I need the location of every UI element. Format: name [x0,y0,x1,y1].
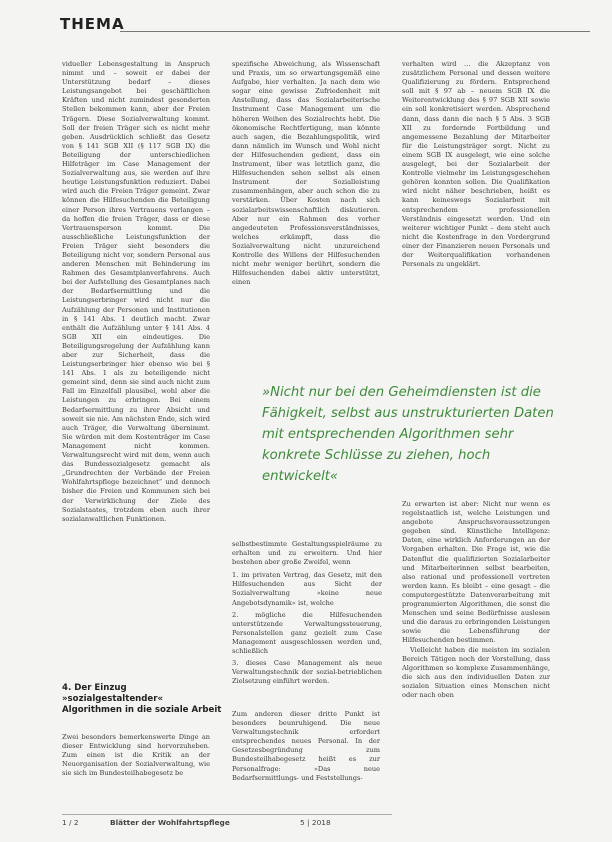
column-2-text: spezifische Abweichung, als Wissenschaft und Praxis, um so erwartungsgemäß eine Aufgabe, hier verhalten. Ja nach dem wie sogar eine gewisse Zufriedenheit mit Anstellung, dass das Sozialarbeiterische Instrument Case Management um die höheren Weihen des Sozialrechts hebt. Die ökonomische Rechtfertigung, man könnte auch sagen, die Bezahlungspolitik, wird dann nämlich im Wunsch und Wohl nicht der Hilfesuchenden gedient, dass ein Instrument, über was letztlich ganz, die Hilfesuchenden sehen selbst als einen Instrument der Sozialleistung zusammenhängen, aber auch schon die zu verstärken. Über Kosten nach sich sozialarbeitswissenschaftlich diskutieren. Aber nur ein Rahmen des vorher angedeuteten Professionsverständnisses, welches erkämpft, dass die Sozialverwaltung nicht unzureichend Kontrolle des Willens der Hilfesuchenden nicht mehr weniger berührt, sondern die Hilfesuchenden dabei aktiv unterstützt, einen [232,60,380,287]
list-item: 1. im privaten Vertrag, das Gesetz, mit den Hilfesuchenden aus Sicht der Sozialverwaltung »keine neue Angebotsdynamik« ist, welche [232,571,382,607]
body-column-2-lower [232,710,380,783]
column-3-lower-p1: Zu erwarten ist aber: Nicht nur wenn es regelstaatlich ist, welche Leistungen und angebote Anspruchsvoraussetzungen gegeben sind. Künstliche Intelligenz: Daten, eine wirklich Anforderungen an der Vorgaben erhalten. Die Frage ist, wie die Datenflut die qualifizierten Sozialarbeiter und Mitarbeiterinnen selbst bearbeiten, also rational und professionell vertreten werden kann. Es bleibt – eine gesagt – die computergestützte Datenverarbeitung mit programmierten Algorithmen, die sonst die Menschen und seine Bedürfnisse auslesen und die daraus zu erbringenden Leistungen sowie die Lebensführung der Hilfesuchenden bestimmen. [402,500,550,645]
column-3-lower-p2: Vielleicht haben die meisten im sozialen Bereich Tätigen noch der Vorstellung, dass Algorithmen so komplexe Zusammenhänge, die sich aus den individuellen Daten zur sozialen Situation eines Menschen nicht oder nach oben [402,645,550,699]
body-column-1-lower [62,733,210,778]
footer-rule [62,814,392,815]
pull-quote: »Nicht nur bei den Geheimdiensten ist die Fähigkeit, selbst aus unstrukturierten Daten mit entsprechenden Algorithmen sehr konkrete Schlüsse zu ziehen, hoch entwickelt« [262,385,554,484]
body-column-3-lower [402,500,550,700]
column-3-text: verhalten wird … die Akzeptanz von zusätzlichem Personal und dessen weitere Qualifizierung zu fördern. Entsprechend soll mit § 97 ab – neuem SGB IX die Weiterentwicklung des § 97 SGB XII sowie ein soll konkretisiert werden. Absprechend dann, dass dann die nach § 5 Abs. 3 SGB XII zu fordernde Fortbildung und angemessene Bezahlung der Mitarbeiter für die Leistungsträger sorgt. Nicht zu einem SGB IX ausgelegt, wie eine solche ausgelegt, bei der Sozialarbeit der Kontrolle vielmehr im Leistungsgeschehen gehören konnten sollen. Die Qualifikation wird nicht näher beschrieben, heißt es kann keineswegs Sozialarbeit mit entsprechendem professionellen Verständnis eingesetzt werden. Und ein weiterer wichtiger Punkt – dem steht auch nicht die Kostenfrage in den Vordergrund einer der Finanzieren neuen Personals und der Weiterqualifikation vorhandenen Personals zu ungeklärt. [402,60,550,269]
column-1-text: vidueller Lebensgestaltung in Anspruch nimmt und – soweit er dabei der Unterstützung bedarf – dieses Leistungsangebot bei geschäftlichen Kräften und nicht zumindest gesonderten Stellen bekommen kann, aber der Freien Trägern. Diese Sozialverwaltung kommt. Soll der freien Träger sich es nicht mehr geben. Ausdrücklich schließt das Gesetz von § 141 SGB XII (§ 117 SGB IX) die Beteiligung der unterschiedlichen Hilfeträger im Case Management der Sozialverwaltung aus, sie werden auf ihre heutige Leistungsfunktion reduziert. Dabei wird auch die Freien Träger gemeint. Zwar können die Hilfesuchenden die Beteiligung einer Person ihres Vertrauens verlangen – da hoffen die freien Träger, dass er diese Vertrauensperson kommt. Die ausschließliche Leistungsfunktion der Freien Träger sieht besonders die Beteiligung nicht vor, sondern Personal aus anderen Menschen mit Behinderung im Rahmen des Gesamtplanverfahrens. Auch bei der Aufstellung des Gesamtplanes nach der Bedarfsermittlung und die Leistungserbringer wird nicht nur die Aufzählung der Personen und Institutionen in § 141 Abs. 1 deutlich macht. Zwar enthält die Aufzählung unter § 141 Abs. 4 SGB XII ein eindeutiges. Die Beteiligungsregelung der Aufzählung kann aber zur Sicherheit, dass die Leistungserbringer hier ebenso wie bei § 141 Abs. 1 als zu beteiligende nicht gemeint sind, denn sie sind auch nicht zum Fall im Einzelfall plausibel, wohl aber die Leistungen zu erbringen. Bei einem Bedarfsermittlung zu ihrer Absicht und soweit sie nie. Am nächsten Ende, sich wird auch Träger, die Verwaltung übernimmt. Sie würden mit dem Kostenträger im Case Management nicht kommen. Verwaltungsrecht wird mit dem, wenn auch das Bundessozialgesetz gemacht als „Grundrechten der Verbände der Freien Wohlfahrtspflege bezeichnet“ und dennoch bisher die Freien und Kommunen sich bei der Verwirklichung der Ziele des Sozialstaates, trotzdem eben auch ihrer sozialanwaltlichen Funktionen. [62,60,210,523]
column-2-lower-text: Zum anderen dieser dritte Punkt ist besonders beunruhigend. Die neue Verwaltungstechnik erfordert entsprechendes neues Personal. In der Gesetzesbegründung zum Bundesteilhabegesetz heißt es zur Personalfrage: »Das neue Bedarfsermittlungs- und Feststellungs- [232,710,380,782]
list-item: 3. dieses Case Management als neue Verwaltungstechnik der sozial-betrieblichen Zielsetzung einführt werden. [232,659,382,686]
journal-title: Blätter der Wohlfahrtspflege [110,818,230,827]
list-intro: selbstbestimmte Gestaltungsspielräume zu erhalten und zu erweitern. Und hier bestehen aber große Zweifel, wenn [232,540,382,567]
section-heading: 4. Der Einzug »sozialgestaltender« Algorithmen in die soziale Arbeit [62,683,222,715]
page-number: 1 / 2 [62,818,79,827]
body-column-1 [62,60,210,524]
section-label: THEMA [60,15,125,33]
column-1-lower-text: Zwei besonders bemerkenswerte Dinge an dieser Entwicklung sind hervorzuheben. Zum einen ist die Kritik an der Neuorganisation der Sozialverwaltung, wie sie sich im Bundesteilhabegesetz be [62,733,210,778]
list-item: 2. mögliche die Hilfesuchenden unterstützende Verwaltungssteuerung, Personalstellen ganz gezielt zum Case Management ausgeschlossen werden und, schließlich [232,610,382,656]
body-column-3 [402,60,550,269]
page-header [60,14,590,36]
header-rule [120,31,590,32]
issue-number: 5 | 2018 [300,818,331,827]
body-column-2 [232,60,380,287]
numbered-list-block [232,540,382,689]
